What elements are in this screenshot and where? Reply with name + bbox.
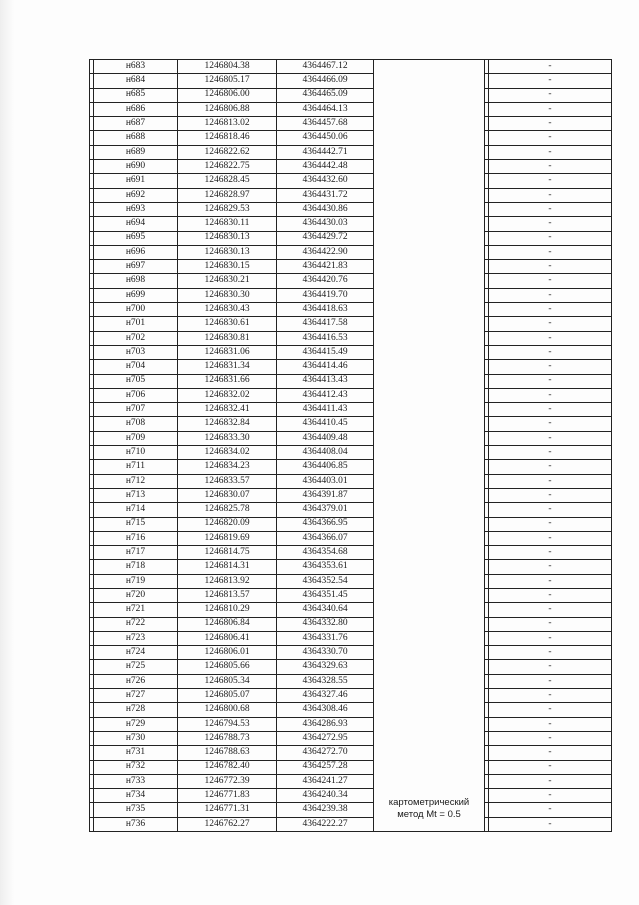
accuracy-cell: - — [489, 74, 612, 88]
table-row — [90, 588, 612, 602]
table-row — [90, 331, 612, 345]
x-coordinate-cell: 1246829.53 — [178, 202, 277, 216]
accuracy-cell: - — [489, 260, 612, 274]
table-row — [90, 260, 612, 274]
x-coordinate-cell: 1246813.92 — [178, 574, 277, 588]
x-coordinate-cell: 1246830.61 — [178, 317, 277, 331]
x-coordinate-cell: 1246833.30 — [178, 431, 277, 445]
x-coordinate-cell: 1246800.68 — [178, 703, 277, 717]
accuracy-cell: - — [489, 760, 612, 774]
table-row — [90, 689, 612, 703]
point-id-cell: н732 — [94, 760, 178, 774]
accuracy-cell: - — [489, 174, 612, 188]
y-coordinate-cell: 4364240.34 — [277, 789, 374, 803]
table-row — [90, 388, 612, 402]
y-coordinate-cell: 4364450.06 — [277, 131, 374, 145]
accuracy-cell: - — [489, 717, 612, 731]
accuracy-cell: - — [489, 303, 612, 317]
x-coordinate-cell: 1246825.78 — [178, 503, 277, 517]
accuracy-cell: - — [489, 560, 612, 574]
accuracy-cell: - — [489, 217, 612, 231]
point-id-cell: н700 — [94, 303, 178, 317]
table-row — [90, 231, 612, 245]
table-row — [90, 660, 612, 674]
point-id-cell: н691 — [94, 174, 178, 188]
y-coordinate-cell: 4364411.43 — [277, 403, 374, 417]
y-coordinate-cell: 4364329.63 — [277, 660, 374, 674]
table-row — [90, 631, 612, 645]
x-coordinate-cell: 1246830.13 — [178, 231, 277, 245]
table-row — [90, 460, 612, 474]
y-coordinate-cell: 4364416.53 — [277, 331, 374, 345]
x-coordinate-cell: 1246819.69 — [178, 531, 277, 545]
point-id-cell: н713 — [94, 488, 178, 502]
y-coordinate-cell: 4364464.13 — [277, 102, 374, 116]
accuracy-cell: - — [489, 60, 612, 74]
point-id-cell: н704 — [94, 360, 178, 374]
y-coordinate-cell: 4364467.12 — [277, 60, 374, 74]
y-coordinate-cell: 4364412.43 — [277, 388, 374, 402]
x-coordinate-cell: 1246782.40 — [178, 760, 277, 774]
point-id-cell: н735 — [94, 803, 178, 817]
y-coordinate-cell: 4364403.01 — [277, 474, 374, 488]
accuracy-cell: - — [489, 488, 612, 502]
y-coordinate-cell: 4364410.45 — [277, 417, 374, 431]
x-coordinate-cell: 1246806.00 — [178, 88, 277, 102]
y-coordinate-cell: 4364330.70 — [277, 646, 374, 660]
x-coordinate-cell: 1246830.11 — [178, 217, 277, 231]
point-id-cell: н693 — [94, 202, 178, 216]
x-coordinate-cell: 1246806.84 — [178, 617, 277, 631]
table-row — [90, 774, 612, 788]
table-row — [90, 546, 612, 560]
y-coordinate-cell: 4364352.54 — [277, 574, 374, 588]
x-coordinate-cell: 1246772.39 — [178, 774, 277, 788]
point-id-cell: н731 — [94, 746, 178, 760]
x-coordinate-cell: 1246830.21 — [178, 274, 277, 288]
table-row — [90, 488, 612, 502]
y-coordinate-cell: 4364414.46 — [277, 360, 374, 374]
accuracy-cell: - — [489, 317, 612, 331]
x-coordinate-cell: 1246762.27 — [178, 817, 277, 831]
accuracy-cell: - — [489, 288, 612, 302]
point-id-cell: н697 — [94, 260, 178, 274]
y-coordinate-cell: 4364328.55 — [277, 674, 374, 688]
table-row — [90, 160, 612, 174]
table-row — [90, 560, 612, 574]
x-coordinate-cell: 1246830.13 — [178, 245, 277, 259]
accuracy-cell: - — [489, 474, 612, 488]
table-row — [90, 217, 612, 231]
x-coordinate-cell: 1246788.63 — [178, 746, 277, 760]
point-id-cell: н721 — [94, 603, 178, 617]
y-coordinate-cell: 4364272.70 — [277, 746, 374, 760]
y-coordinate-cell: 4364417.58 — [277, 317, 374, 331]
x-coordinate-cell: 1246813.57 — [178, 588, 277, 602]
y-coordinate-cell: 4364415.49 — [277, 345, 374, 359]
coordinates-table — [89, 59, 612, 832]
x-coordinate-cell: 1246771.83 — [178, 789, 277, 803]
y-coordinate-cell: 4364419.70 — [277, 288, 374, 302]
point-id-cell: н715 — [94, 517, 178, 531]
point-id-cell: н730 — [94, 731, 178, 745]
table-row — [90, 574, 612, 588]
accuracy-cell: - — [489, 360, 612, 374]
table-row — [90, 60, 612, 74]
point-id-cell: н723 — [94, 631, 178, 645]
table-row — [90, 717, 612, 731]
x-coordinate-cell: 1246831.06 — [178, 345, 277, 359]
scan-edge — [0, 0, 14, 905]
y-coordinate-cell: 4364351.45 — [277, 588, 374, 602]
accuracy-cell: - — [489, 703, 612, 717]
point-id-cell: н726 — [94, 674, 178, 688]
table-row — [90, 617, 612, 631]
point-id-cell: н708 — [94, 417, 178, 431]
table-row — [90, 403, 612, 417]
x-coordinate-cell: 1246830.15 — [178, 260, 277, 274]
point-id-cell: н722 — [94, 617, 178, 631]
y-coordinate-cell: 4364442.71 — [277, 145, 374, 159]
point-id-cell: н699 — [94, 288, 178, 302]
y-coordinate-cell: 4364429.72 — [277, 231, 374, 245]
point-id-cell: н695 — [94, 231, 178, 245]
x-coordinate-cell: 1246810.29 — [178, 603, 277, 617]
y-coordinate-cell: 4364340.64 — [277, 603, 374, 617]
x-coordinate-cell: 1246771.31 — [178, 803, 277, 817]
point-id-cell: н684 — [94, 74, 178, 88]
point-id-cell: н703 — [94, 345, 178, 359]
accuracy-cell: - — [489, 145, 612, 159]
accuracy-cell: - — [489, 131, 612, 145]
accuracy-cell: - — [489, 503, 612, 517]
x-coordinate-cell: 1246804.38 — [178, 60, 277, 74]
point-id-cell: н709 — [94, 431, 178, 445]
point-id-cell: н690 — [94, 160, 178, 174]
point-id-cell: н692 — [94, 188, 178, 202]
accuracy-cell: - — [489, 331, 612, 345]
table-row — [90, 274, 612, 288]
accuracy-cell: - — [489, 446, 612, 460]
y-coordinate-cell: 4364465.09 — [277, 88, 374, 102]
table-row — [90, 446, 612, 460]
x-coordinate-cell: 1246834.02 — [178, 446, 277, 460]
accuracy-cell: - — [489, 660, 612, 674]
y-coordinate-cell: 4364418.63 — [277, 303, 374, 317]
table-row — [90, 117, 612, 131]
table-row — [90, 417, 612, 431]
y-coordinate-cell: 4364354.68 — [277, 546, 374, 560]
x-coordinate-cell: 1246806.88 — [178, 102, 277, 116]
x-coordinate-cell: 1246834.23 — [178, 460, 277, 474]
x-coordinate-cell: 1246831.34 — [178, 360, 277, 374]
point-id-cell: н724 — [94, 646, 178, 660]
table-row — [90, 603, 612, 617]
accuracy-cell: - — [489, 102, 612, 116]
accuracy-cell: - — [489, 674, 612, 688]
y-coordinate-cell: 4364442.48 — [277, 160, 374, 174]
point-id-cell: н689 — [94, 145, 178, 159]
table-row — [90, 74, 612, 88]
x-coordinate-cell: 1246814.75 — [178, 546, 277, 560]
table-row — [90, 102, 612, 116]
y-coordinate-cell: 4364409.48 — [277, 431, 374, 445]
table-row — [90, 760, 612, 774]
accuracy-cell: - — [489, 345, 612, 359]
table-row — [90, 360, 612, 374]
point-id-cell: н734 — [94, 789, 178, 803]
table-row — [90, 202, 612, 216]
accuracy-cell: - — [489, 774, 612, 788]
method-accuracy: метод Mt = 0.5 — [397, 809, 461, 821]
accuracy-cell: - — [489, 403, 612, 417]
table-row — [90, 674, 612, 688]
accuracy-cell: - — [489, 689, 612, 703]
method-cell — [374, 60, 485, 832]
table-row — [90, 703, 612, 717]
y-coordinate-cell: 4364430.03 — [277, 217, 374, 231]
y-coordinate-cell: 4364331.76 — [277, 631, 374, 645]
y-coordinate-cell: 4364406.85 — [277, 460, 374, 474]
accuracy-cell: - — [489, 202, 612, 216]
accuracy-cell: - — [489, 517, 612, 531]
x-coordinate-cell: 1246832.84 — [178, 417, 277, 431]
x-coordinate-cell: 1246828.45 — [178, 174, 277, 188]
point-id-cell: н711 — [94, 460, 178, 474]
y-coordinate-cell: 4364366.07 — [277, 531, 374, 545]
y-coordinate-cell: 4364421.83 — [277, 260, 374, 274]
point-id-cell: н705 — [94, 374, 178, 388]
x-coordinate-cell: 1246805.07 — [178, 689, 277, 703]
point-id-cell: н685 — [94, 88, 178, 102]
x-coordinate-cell: 1246832.02 — [178, 388, 277, 402]
accuracy-cell: - — [489, 546, 612, 560]
y-coordinate-cell: 4364286.93 — [277, 717, 374, 731]
x-coordinate-cell: 1246828.97 — [178, 188, 277, 202]
table-row — [90, 245, 612, 259]
accuracy-cell: - — [489, 374, 612, 388]
accuracy-cell: - — [489, 117, 612, 131]
x-coordinate-cell: 1246818.46 — [178, 131, 277, 145]
table-row — [90, 188, 612, 202]
point-id-cell: н702 — [94, 331, 178, 345]
x-coordinate-cell: 1246805.17 — [178, 74, 277, 88]
table-row — [90, 803, 612, 817]
point-id-cell: н725 — [94, 660, 178, 674]
table-row — [90, 474, 612, 488]
x-coordinate-cell: 1246794.53 — [178, 717, 277, 731]
y-coordinate-cell: 4364353.61 — [277, 560, 374, 574]
y-coordinate-cell: 4364222.27 — [277, 817, 374, 831]
point-id-cell: н736 — [94, 817, 178, 831]
accuracy-cell: - — [489, 603, 612, 617]
table-row — [90, 431, 612, 445]
y-coordinate-cell: 4364420.76 — [277, 274, 374, 288]
point-id-cell: н717 — [94, 546, 178, 560]
y-coordinate-cell: 4364466.09 — [277, 74, 374, 88]
y-coordinate-cell: 4364257.28 — [277, 760, 374, 774]
point-id-cell: н733 — [94, 774, 178, 788]
y-coordinate-cell: 4364332.80 — [277, 617, 374, 631]
accuracy-cell: - — [489, 460, 612, 474]
x-coordinate-cell: 1246830.81 — [178, 331, 277, 345]
coordinates-table-body — [90, 60, 612, 832]
accuracy-cell: - — [489, 803, 612, 817]
table-row — [90, 789, 612, 803]
accuracy-cell: - — [489, 617, 612, 631]
table-row — [90, 288, 612, 302]
x-coordinate-cell: 1246833.57 — [178, 474, 277, 488]
point-id-cell: н714 — [94, 503, 178, 517]
accuracy-cell: - — [489, 88, 612, 102]
y-coordinate-cell: 4364366.95 — [277, 517, 374, 531]
x-coordinate-cell: 1246820.09 — [178, 517, 277, 531]
point-id-cell: н718 — [94, 560, 178, 574]
point-id-cell: н688 — [94, 131, 178, 145]
point-id-cell: н687 — [94, 117, 178, 131]
point-id-cell: н719 — [94, 574, 178, 588]
x-coordinate-cell: 1246822.62 — [178, 145, 277, 159]
y-coordinate-cell: 4364239.38 — [277, 803, 374, 817]
table-row — [90, 345, 612, 359]
accuracy-cell: - — [489, 531, 612, 545]
table-row — [90, 145, 612, 159]
y-coordinate-cell: 4364422.90 — [277, 245, 374, 259]
y-coordinate-cell: 4364408.04 — [277, 446, 374, 460]
x-coordinate-cell: 1246813.02 — [178, 117, 277, 131]
y-coordinate-cell: 4364272.95 — [277, 731, 374, 745]
x-coordinate-cell: 1246830.43 — [178, 303, 277, 317]
x-coordinate-cell: 1246831.66 — [178, 374, 277, 388]
y-coordinate-cell: 4364413.43 — [277, 374, 374, 388]
table-row — [90, 317, 612, 331]
point-id-cell: н728 — [94, 703, 178, 717]
x-coordinate-cell: 1246814.31 — [178, 560, 277, 574]
point-id-cell: н712 — [94, 474, 178, 488]
point-id-cell: н729 — [94, 717, 178, 731]
table-row — [90, 646, 612, 660]
point-id-cell: н686 — [94, 102, 178, 116]
table-row — [90, 131, 612, 145]
point-id-cell: н701 — [94, 317, 178, 331]
accuracy-cell: - — [489, 431, 612, 445]
point-id-cell: н694 — [94, 217, 178, 231]
table-row — [90, 88, 612, 102]
y-coordinate-cell: 4364432.60 — [277, 174, 374, 188]
y-coordinate-cell: 4364327.46 — [277, 689, 374, 703]
table-row — [90, 817, 612, 831]
x-coordinate-cell: 1246788.73 — [178, 731, 277, 745]
accuracy-cell: - — [489, 631, 612, 645]
accuracy-cell: - — [489, 160, 612, 174]
table-row — [90, 503, 612, 517]
x-coordinate-cell: 1246822.75 — [178, 160, 277, 174]
point-id-cell: н716 — [94, 531, 178, 545]
x-coordinate-cell: 1246806.01 — [178, 646, 277, 660]
accuracy-cell: - — [489, 588, 612, 602]
accuracy-cell: - — [489, 731, 612, 745]
y-coordinate-cell: 4364430.86 — [277, 202, 374, 216]
x-coordinate-cell: 1246805.66 — [178, 660, 277, 674]
accuracy-cell: - — [489, 789, 612, 803]
y-coordinate-cell: 4364391.87 — [277, 488, 374, 502]
accuracy-cell: - — [489, 274, 612, 288]
x-coordinate-cell: 1246806.41 — [178, 631, 277, 645]
y-coordinate-cell: 4364431.72 — [277, 188, 374, 202]
x-coordinate-cell: 1246805.34 — [178, 674, 277, 688]
y-coordinate-cell: 4364457.68 — [277, 117, 374, 131]
accuracy-cell: - — [489, 574, 612, 588]
point-id-cell: н698 — [94, 274, 178, 288]
accuracy-cell: - — [489, 417, 612, 431]
table-row — [90, 303, 612, 317]
y-coordinate-cell: 4364308.46 — [277, 703, 374, 717]
table-row — [90, 746, 612, 760]
accuracy-cell: - — [489, 388, 612, 402]
table-row — [90, 517, 612, 531]
y-coordinate-cell: 4364379.01 — [277, 503, 374, 517]
table-row — [90, 731, 612, 745]
x-coordinate-cell: 1246830.30 — [178, 288, 277, 302]
accuracy-cell: - — [489, 188, 612, 202]
point-id-cell: н683 — [94, 60, 178, 74]
point-id-cell: н696 — [94, 245, 178, 259]
point-id-cell: н707 — [94, 403, 178, 417]
x-coordinate-cell: 1246832.41 — [178, 403, 277, 417]
accuracy-cell: - — [489, 817, 612, 831]
point-id-cell: н727 — [94, 689, 178, 703]
table-row — [90, 531, 612, 545]
method-name: картометрический — [388, 797, 470, 809]
accuracy-cell: - — [489, 746, 612, 760]
point-id-cell: н720 — [94, 588, 178, 602]
accuracy-cell: - — [489, 231, 612, 245]
accuracy-cell: - — [489, 245, 612, 259]
table-row — [90, 374, 612, 388]
x-coordinate-cell: 1246830.07 — [178, 488, 277, 502]
y-coordinate-cell: 4364241.27 — [277, 774, 374, 788]
point-id-cell: н710 — [94, 446, 178, 460]
point-id-cell: н706 — [94, 388, 178, 402]
table-row — [90, 174, 612, 188]
accuracy-cell: - — [489, 646, 612, 660]
